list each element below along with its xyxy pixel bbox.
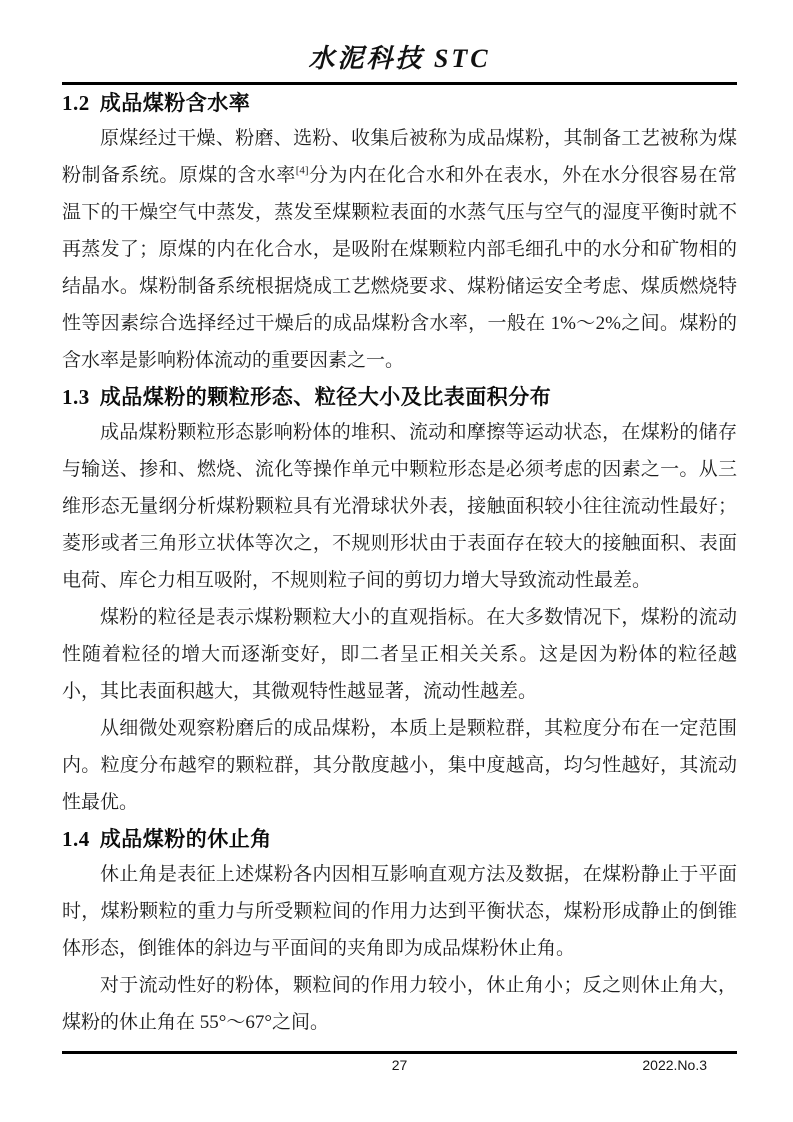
page-number: 27 — [391, 1057, 408, 1073]
section-heading-number: 1.2 — [62, 91, 90, 115]
text-run: 成品煤粉颗粒形态影响粉体的堆积、流动和摩擦等运动状态，在煤粉的储存与输送、掺和、燃烧、流化等操作单元中颗粒形态是必须考虑的因素之一。从三维形态无量纲分析煤粉颗粒具有光滑球状外表，接触面积较小往往流动性最好；菱形或者三角形立状体等次之，不规则形状由于表面存在较大的接触面积、表面电荷、库仑力相互吸附，不规则粒子间的剪切力增大导致流动性最差。 — [62, 422, 737, 591]
citation-ref: [4] — [295, 164, 309, 177]
body-paragraph — [62, 967, 737, 1041]
document-section — [62, 825, 737, 1041]
section-heading-title: 成品煤粉含水率 — [99, 92, 251, 115]
footer-row — [62, 1054, 737, 1076]
body-paragraph — [62, 710, 737, 821]
body-paragraph — [62, 414, 737, 599]
body-paragraph — [62, 120, 737, 379]
section-heading-title: 成品煤粉的颗粒形态、粒径大小及比表面积分布 — [99, 386, 552, 409]
section-paragraphs — [62, 120, 737, 379]
page-footer — [62, 1051, 737, 1076]
section-paragraphs — [62, 856, 737, 1041]
text-run: 对于流动性好的粉体，颗粒间的作用力较小，休止角小；反之则休止角大，煤粉的休止角在 55°～67°之间。 — [62, 975, 737, 1033]
body-paragraph — [62, 599, 737, 710]
section-heading-number: 1.4 — [62, 827, 90, 851]
issue-label: 2022.No.3 — [642, 1057, 707, 1073]
document-section — [62, 89, 737, 379]
section-heading-number: 1.3 — [62, 385, 90, 409]
header-rule — [62, 82, 737, 85]
section-heading — [62, 89, 737, 118]
section-heading — [62, 383, 737, 412]
body-paragraph — [62, 856, 737, 967]
article-body — [62, 89, 737, 1041]
page-content — [62, 42, 737, 1041]
section-paragraphs — [62, 414, 737, 821]
text-run: 煤粉的粒径是表示煤粉颗粒大小的直观指标。在大多数情况下，煤粉的流动性随着粒径的增大而逐渐变好，即二者呈正相关关系。这是因为粉体的粒径越小，其比表面积越大，其微观特性越显著，流动性越差。 — [62, 607, 737, 702]
journal-title: 水泥科技 STC — [308, 44, 491, 73]
text-run: 原煤经过干燥、粉磨、选粉、收集后被称为成品煤粉，其制备工艺被称为煤粉制备系统。原煤的含水率 — [62, 128, 737, 186]
text-run: 休止角是表征上述煤粉各内因相互影响直观方法及数据，在煤粉静止于平面时，煤粉颗粒的重力与所受颗粒间的作用力达到平衡状态，煤粉形成静止的倒锥体形态，倒锥体的斜边与平面间的夹角即为成品煤粉休止角。 — [62, 864, 737, 959]
document-section — [62, 383, 737, 821]
section-heading-title: 成品煤粉的休止角 — [99, 828, 272, 851]
section-heading — [62, 825, 737, 854]
text-run: 分为内在化合水和外在表水，外在水分很容易在常温下的干燥空气中蒸发，蒸发至煤颗粒表面的水蒸气压与空气的湿度平衡时就不再蒸发了；原煤的内在化合水，是吸附在煤颗粒内部毛细孔中的水分和矿物相的结晶水。煤粉制备系统根据烧成工艺燃烧要求、煤粉储运安全考虑、煤质燃烧特性等因素综合选择经过干燥后的成品煤粉含水率，一般在 1%～2%之间。煤粉的含水率是影响粉体流动的重要因素之一。 — [62, 165, 738, 371]
text-run: 从细微处观察粉磨后的成品煤粉，本质上是颗粒群，其粒度分布在一定范围内。粒度分布越窄的颗粒群，其分散度越小，集中度越高，均匀性越好，其流动性最优。 — [62, 718, 737, 813]
